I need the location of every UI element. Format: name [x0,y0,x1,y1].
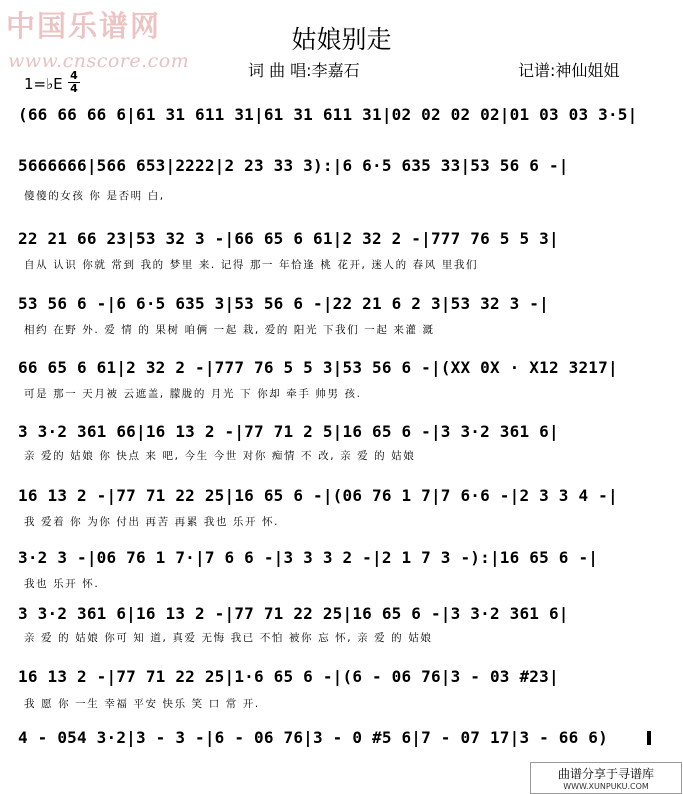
footer-badge [530,762,682,794]
lyric-line-5: 可是 那一 天月被 云遮盖, 朦胧的 月光 下 你却 牵手 帅男 孩. [24,388,362,400]
song-title: 姑娘别走 [291,25,392,54]
score-line-2: 5666666|566 653|2222|2 23 33 3):|6 6·5 635 33|53 56 6 -| [18,156,569,175]
time-signature-top: 4 [70,69,78,82]
time-signature [68,71,80,94]
final-barline [647,731,651,745]
lyric-line-10: 我 愿 你 一生 幸福 平安 快乐 笑 口 常 开. [24,698,260,710]
lyric-line-6: 亲 爱的 姑娘 你 快点 来 吧, 今生 今世 对你 痴情 不 改, 亲 爱 的 姑娘 [24,450,416,462]
score-line-8: 3·2 3 -|06 76 1 7·|7 6 6 -|3 3 3 2 -|2 1 7 3 -):|16 65 6 -| [18,548,599,567]
footer-title: 曲谱分享于寻谱库 [557,767,654,781]
lyric-line-7: 我 爱着 你 为你 付出 再苦 再累 我也 乐开 怀. [24,516,280,528]
score-line-11: 4 - 054 3·2|3 - 3 -|6 - 06 76|3 - 0 #5 6|7 - 07 17|3 - 66 6) [18,728,608,747]
score-line-6: 3 3·2 361 66|16 13 2 -|77 71 2 5|16 65 6 -|3 3·2 361 6| [18,422,559,441]
time-signature-bottom: 4 [70,82,78,95]
song-credits: 词 曲 唱:李嘉石 [248,61,360,80]
score-line-4: 53 56 6 -|6 6·5 635 3|53 56 6 -|22 21 6 2 3|53 32 3 -| [18,294,549,313]
key-signature: 1=♭E [24,75,63,93]
lyric-line-9: 亲 爱 的 姑娘 你可 知 道, 真爱 无悔 我已 不怕 被你 忘 怀, 亲 爱 的 姑娘 [24,632,433,644]
footer-url: WWW.XUNPUKU.COM [563,782,649,791]
lyric-line-2: 傻傻的女孩 你 是否明 白, [24,190,165,202]
score-line-7: 16 13 2 -|77 71 22 25|16 65 6 -|(06 76 1 7|7 6·6 -|2 3 3 4 -| [18,486,618,505]
watermark-site-name: 中国乐谱网 [6,9,162,43]
score-recorder: 记谱:神仙姐姐 [518,61,620,80]
watermark-url: www.cnscore.com [8,50,190,72]
lyric-line-8: 我也 乐开 怀. [24,578,100,590]
score-line-10: 16 13 2 -|77 71 22 25|1·6 65 6 -|(6 - 06 76|3 - 03 #23| [18,667,559,686]
score-line-1: (66 66 66 6|61 31 611 31|61 31 611 31|02 02 02 02|01 03 03 3·5| [18,105,638,124]
lyric-line-3: 自从 认识 你就 常到 我的 梦里 来. 记得 那一 年恰逢 桃 花开, 迷人的 春风 里我们 [24,259,479,271]
score-line-9: 3 3·2 361 6|16 13 2 -|77 71 22 25|16 65 6 -|3 3·2 361 6| [18,604,569,623]
score-line-3: 22 21 66 23|53 32 3 -|66 65 6 61|2 32 2 -|777 76 5 5 3| [18,229,559,248]
score-line-5: 66 65 6 61|2 32 2 -|777 76 5 5 3|53 56 6 -|(XX 0X · X12 3217| [18,358,618,377]
lyric-line-4: 相约 在野 外. 爱 情 的 果树 咱俩 一起 栽, 爱的 阳光 下我们 一起 来灌 溉 [24,324,435,336]
